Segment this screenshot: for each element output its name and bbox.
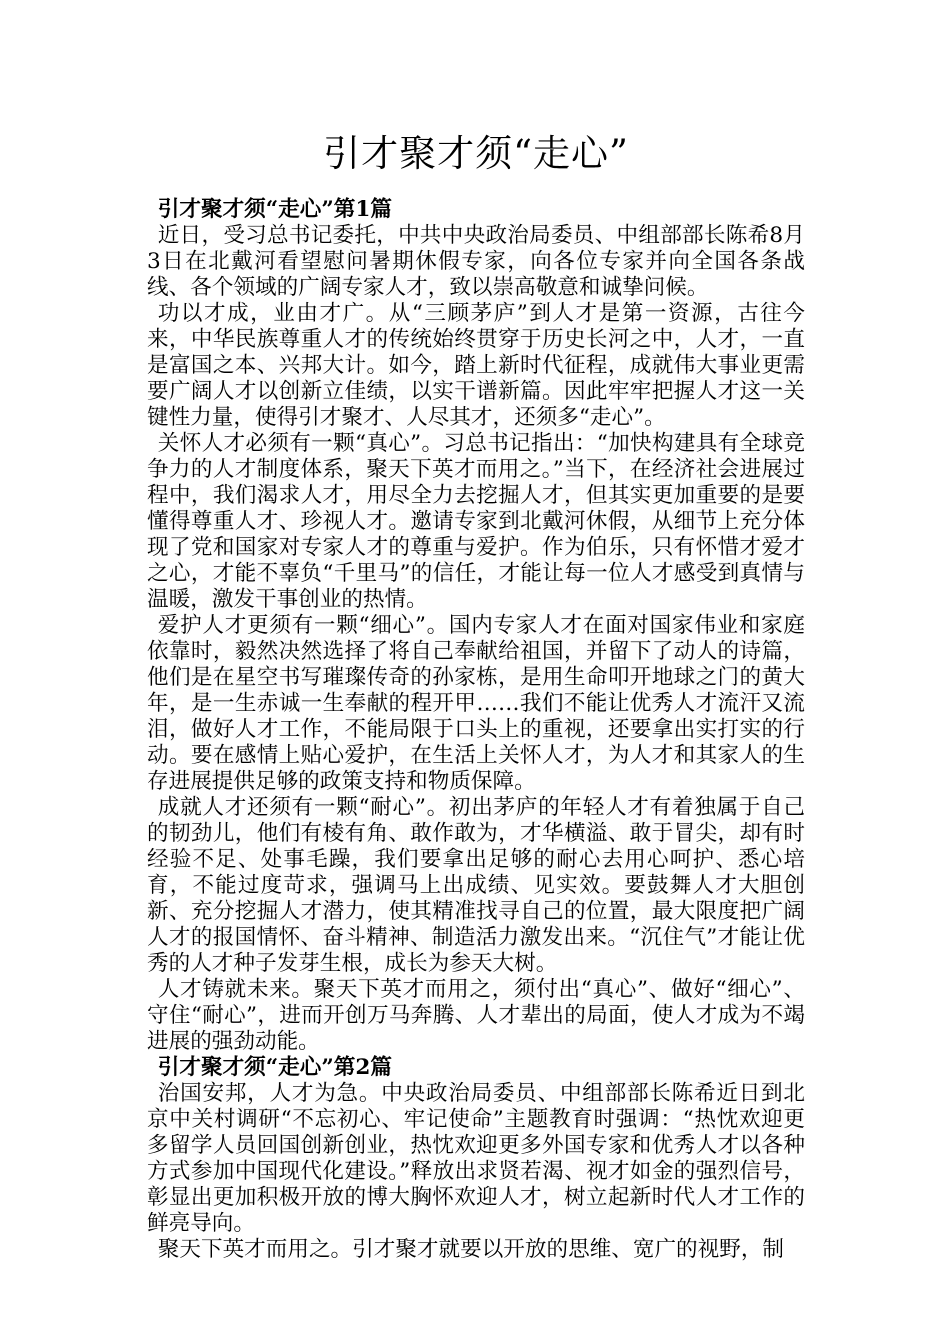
- paragraph: 关怀人才必须有一颗“真心”。习总书记指出：“加快构建具有全球竞争力的人才制度体系，聚天下英才而用之。”当下，在经济社会进展过程中，我们渴求人才，用尽全力去挖掘人才，但其实更加重要的是要懂得尊重人才、珍视人才。邀请专家到北戴河休假，从细节上充分体现了党和国家对专家人才的尊重与爱护。作为伯乐，只有怀惜才爱才之心，才能不辜负“千里马”的信任，才能让每一位人才感受到真情与温暖，激发干事创业的热情。: [147, 431, 805, 612]
- document-title: 引才聚才须“走心”: [323, 132, 629, 175]
- paragraph: 聚天下英才而用之。引才聚才就要以开放的思维、宽广的视野，制: [157, 1237, 785, 1262]
- paragraph: 近日，受习总书记委托，中共中央政治局委员、中组部部长陈希8月3日在北戴河看望慰问暑期休假专家，向各位专家并向全国各条战线、各个领域的广阔专家人才，致以崇高敬意和诚挚问候。: [147, 223, 805, 300]
- paragraph: 成就人才还须有一颗“耐心”。初出茅庐的年轻人才有着独属于自己的韧劲儿，他们有棱有角、敢作敢为，才华横溢、敢于冒尖，却有时经验不足、处事毛躁，我们要拿出足够的耐心去用心呵护、悉心培育，不能过度苛求，强调马上出成绩、见实效。要鼓舞人才大胆创新、充分挖掘人才潜力，使其精准找寻自己的位置，最大限度把广阔人才的报国情怀、奋斗精神、制造活力激发出来。“沉住气”才能让优秀的人才种子发芽生根，成长为参天大树。: [147, 795, 805, 976]
- document-body: [147, 197, 805, 1263]
- paragraph: 爱护人才更须有一颗“细心”。国内专家人才在面对国家伟业和家庭依靠时，毅然决然选择了将自己奉献给祖国，并留下了动人的诗篇，他们是在星空书写璀璨传奇的孙家栋，是用生命叩开地球之门的黄大年，是一生赤诚一生奉献的程开甲……我们不能让优秀人才流汗又流泪，做好人才工作，不能局限于口头上的重视，还要拿出实打实的行动。要在感情上贴心爱护，在生活上关怀人才，为人才和其家人的生存进展提供足够的政策支持和物质保障。: [147, 613, 805, 794]
- paragraph: 功以才成，业由才广。从“三顾茅庐”到人才是第一资源，古往今来，中华民族尊重人才的传统始终贯穿于历史长河之中，人才，一直是富国之本、兴邦大计。如今，踏上新时代征程，成就伟大事业更需要广阔人才以创新立佳绩，以实干谱新篇。因此牢牢把握人才这一关键性力量，使得引才聚才、人尽其才，还须多“走心”。: [147, 301, 805, 430]
- section-heading: 引才聚才须“走心”第2篇: [157, 1055, 393, 1080]
- document-page: [147, 0, 805, 1263]
- section-heading: 引才聚才须“走心”第1篇: [157, 197, 393, 222]
- paragraph: 人才铸就未来。聚天下英才而用之，须付出“真心”、做好“细心”、守住“耐心”，进而开创万马奔腾、人才辈出的局面，使人才成为不竭进展的强劲动能。: [147, 977, 805, 1054]
- paragraph: 治国安邦，人才为急。中央政治局委员、中组部部长陈希近日到北京中关村调研“不忘初心、牢记使命”主题教育时强调：“热忱欢迎更多留学人员回国创新创业，热忱欢迎更多外国专家和优秀人才以各种方式参加中国现代化建设。”释放出求贤若渴、视才如金的强烈信号，彰显出更加积极开放的博大胸怀欢迎人才，树立起新时代人才工作的鲜亮导向。: [147, 1081, 805, 1236]
